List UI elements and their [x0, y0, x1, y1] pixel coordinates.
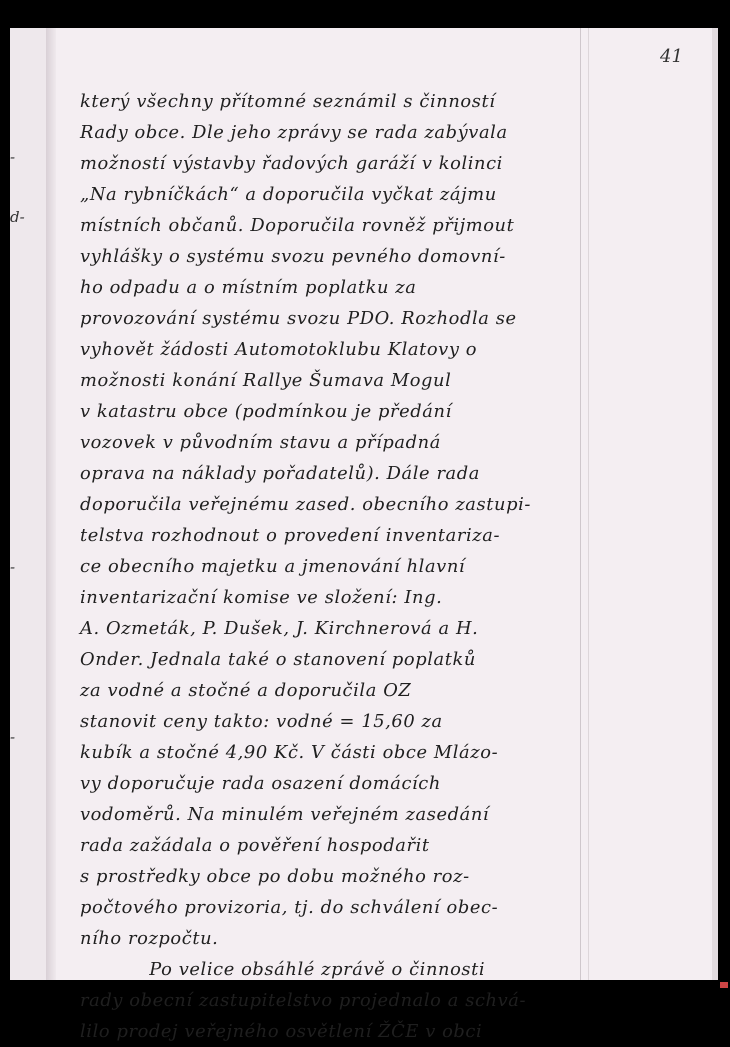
text-line: možnosti konání Rallye Šumava Mogul [80, 370, 452, 391]
handwritten-text [80, 86, 590, 1047]
corner-marker [720, 982, 728, 988]
text-line: za vodné a stočné a doporučila OZ [80, 680, 412, 701]
text-line: doporučila veřejnému zased. obecního zastupi- [80, 494, 532, 515]
text-line: který všechny přítomné seznámil s činností [80, 91, 496, 112]
margin-mark: d- [10, 208, 25, 226]
text-line: rada zažádala o pověření hospodařit [80, 835, 430, 856]
text-line: místních občanů. Doporučila rovněž přijmout [80, 215, 515, 236]
text-line: ho odpadu a o místním poplatku za [80, 277, 417, 298]
text-line: vy doporučuje rada osazení domácích [80, 773, 441, 794]
text-line: stanovit ceny takto: vodné = 15,60 za [80, 711, 443, 732]
text-line: vodoměrů. Na minulém veřejném zasedání [80, 804, 490, 825]
margin-mark: - [10, 728, 16, 746]
previous-page-edge [10, 28, 47, 980]
text-line: ce obecního majetku a jmenování hlavní [80, 556, 466, 577]
text-line: A. Ozmeták, P. Dušek, J. Kirchnerová a H. [80, 618, 479, 639]
text-line: inventarizační komise ve složení: Ing. [80, 587, 443, 608]
text-line: kubík a stočné 4,90 Kč. V části obce Mlázo- [80, 742, 499, 763]
page-edge [712, 28, 718, 980]
text-line: ního rozpočtu. [80, 928, 219, 949]
text-line: s prostředky obce po dobu možného roz- [80, 866, 470, 887]
binding-gutter [46, 28, 56, 980]
text-line: provozování systému svozu PDO. Rozhodla se [80, 308, 517, 329]
text-line: vozovek v původním stavu a případná [80, 432, 441, 453]
text-line: telstva rozhodnout o provedení inventariza- [80, 525, 501, 546]
text-line: možností výstavby řadových garáží v kolinci [80, 153, 503, 174]
text-line: Rady obce. Dle jeho zprávy se rada zabývala [80, 122, 508, 143]
text-line: vyhlášky o systému svozu pevného domovní- [80, 246, 506, 267]
margin-mark: - [10, 558, 16, 576]
margin-mark: - [10, 148, 16, 166]
text-line: „Na rybníčkách“ a doporučila vyčkat zájmu [80, 184, 497, 205]
text-line: Onder. Jednala také o stanovení poplatků [80, 649, 476, 670]
text-line: počtového provizoria, tj. do schválení obec- [80, 897, 499, 918]
page-number: 41 [660, 46, 683, 67]
text-line: rady obecní zastupitelstvo projednalo a schvá- [80, 990, 527, 1011]
text-line: vyhovět žádosti Automotoklubu Klatovy o [80, 339, 478, 360]
notebook-page [10, 28, 718, 1042]
text-line: oprava na náklady pořadatelů). Dále rada [80, 463, 480, 484]
text-line: lilo prodej veřejného osvětlení ŽČE v obci [80, 1021, 483, 1042]
text-line: v katastru obce (podmínkou je předání [80, 401, 452, 422]
text-line: Po velice obsáhlé zprávě o činnosti [149, 959, 486, 980]
